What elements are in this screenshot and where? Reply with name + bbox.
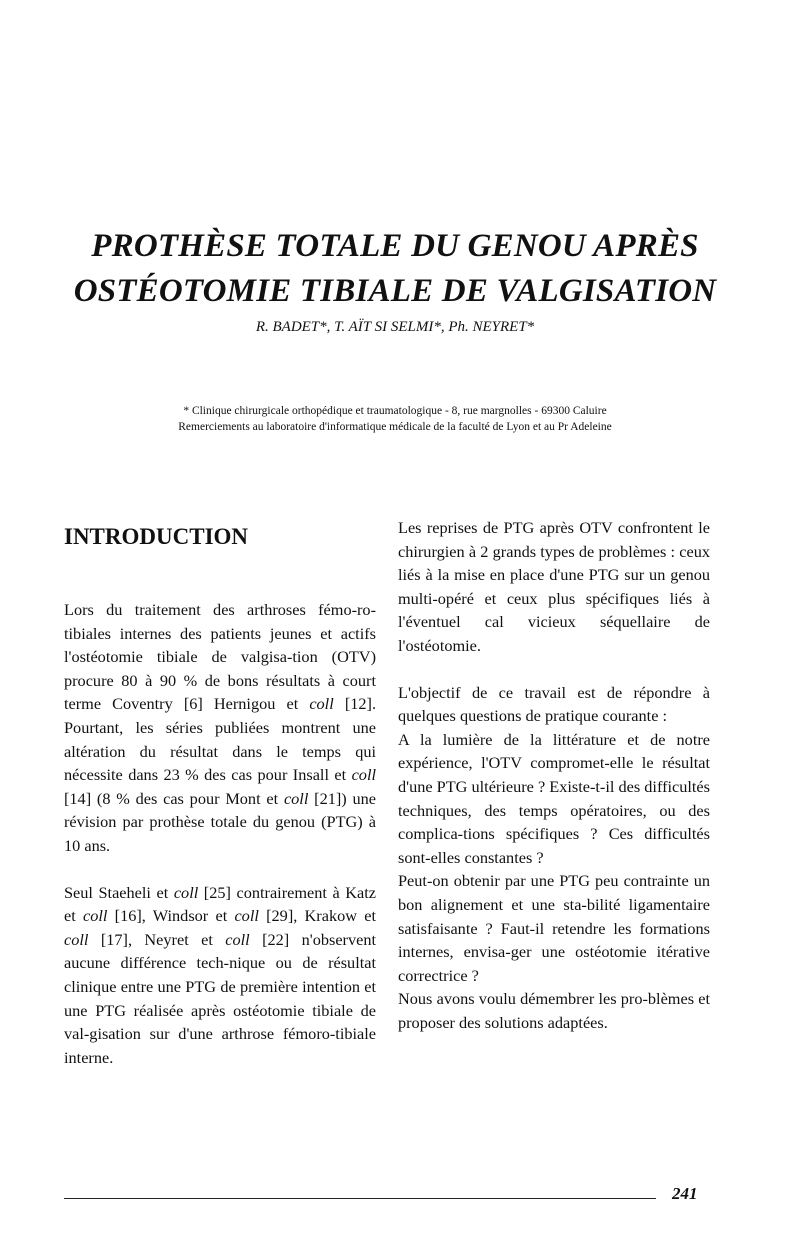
right-paragraph-2: L'objectif de ce travail est de répondre à quelques questions de pratique courante : [398, 682, 710, 726]
footer-rule [64, 1198, 656, 1199]
section-heading-introduction: INTRODUCTION [64, 524, 249, 549]
right-paragraph-1: Les reprises de PTG après OTV confrontent le chirurgien à 2 grands types de problèmes : ceux liés à la mise en place d'une PTG sur un genou multi-opéré et ceux plus spécifiques liés à l'éventuel cal vicieux séquellaire de l'ostéotomie. [398, 518, 710, 655]
article-title [0, 224, 790, 314]
right-paragraph-5: Nous avons voulu démembrer les pro-blèmes et proposer des solutions adaptées. [398, 989, 710, 1032]
authors: R. BADET*, T. AÏT SI SELMI*, Ph. NEYRET* [255, 319, 535, 335]
affiliation-line-2: Remerciements au laboratoire d'informatique médicale de la faculté de Lyon et au Pr Adeleine [178, 421, 612, 433]
left-column [64, 516, 376, 1092]
affiliation-line-1: * Clinique chirurgicale orthopédique et traumatologique - 8, rue margnolles - 69300 Caluire [183, 405, 607, 417]
right-paragraph-4: Peut-on obtenir par une PTG peu contrainte un bon alignement et une sta-bilité ligamentaire satisfaisante ? Faut-il retendre les formations internes, envisa-ger une ostéotomie itérative correctrice ? [398, 871, 710, 985]
page-number: 241 [672, 1184, 698, 1203]
right-paragraph-3: A la lumière de la littérature et de notre expérience, l'OTV compromet-elle le résultat d'une PTG ultérieure ? Existe-t-il des difficultés techniques, des temps opératoires, ou des complica-tions spécifiques ? Ces difficultés sont-elles constantes ? [398, 729, 710, 867]
intro-paragraph-2: Seul Staeheli et coll [25] contrairement à Katz et coll [16], Windsor et coll [29], Krakow et coll [17], Neyret et coll [22] n'observent aucune différence tech-nique ou de résultat clinique entre une PTG de première intention et une PTG réalisée après ostéotomie tibiale de val-gisation sur d'une arthrose fémoro-tibiale interne. [64, 882, 377, 1067]
affiliation [0, 403, 790, 435]
title-line-2: OSTÉOTOMIE TIBIALE DE VALGISATION [73, 273, 717, 309]
title-line-1: PROTHÈSE TOTALE DU GENOU APRÈS [91, 228, 699, 264]
intro-paragraph-1: Lors du traitement des arthroses fémo-ro-tibiales internes des patients jeunes et actifs l'ostéotomie tibiale de valgisa-tion (OTV) procure 80 à 90 % de bons résultats à court terme Coventry [6] Hernigou et coll [12]. Pourtant, les séries publiées montrent une altération du résultat dans le temps qui nécessite dans 23 % des cas pour Insall et coll [14] (8 % des cas pour Mont et coll [21]) une révision par prothèse totale du genou (PTG) à 10 ans. [64, 600, 377, 855]
right-column [398, 516, 710, 1034]
